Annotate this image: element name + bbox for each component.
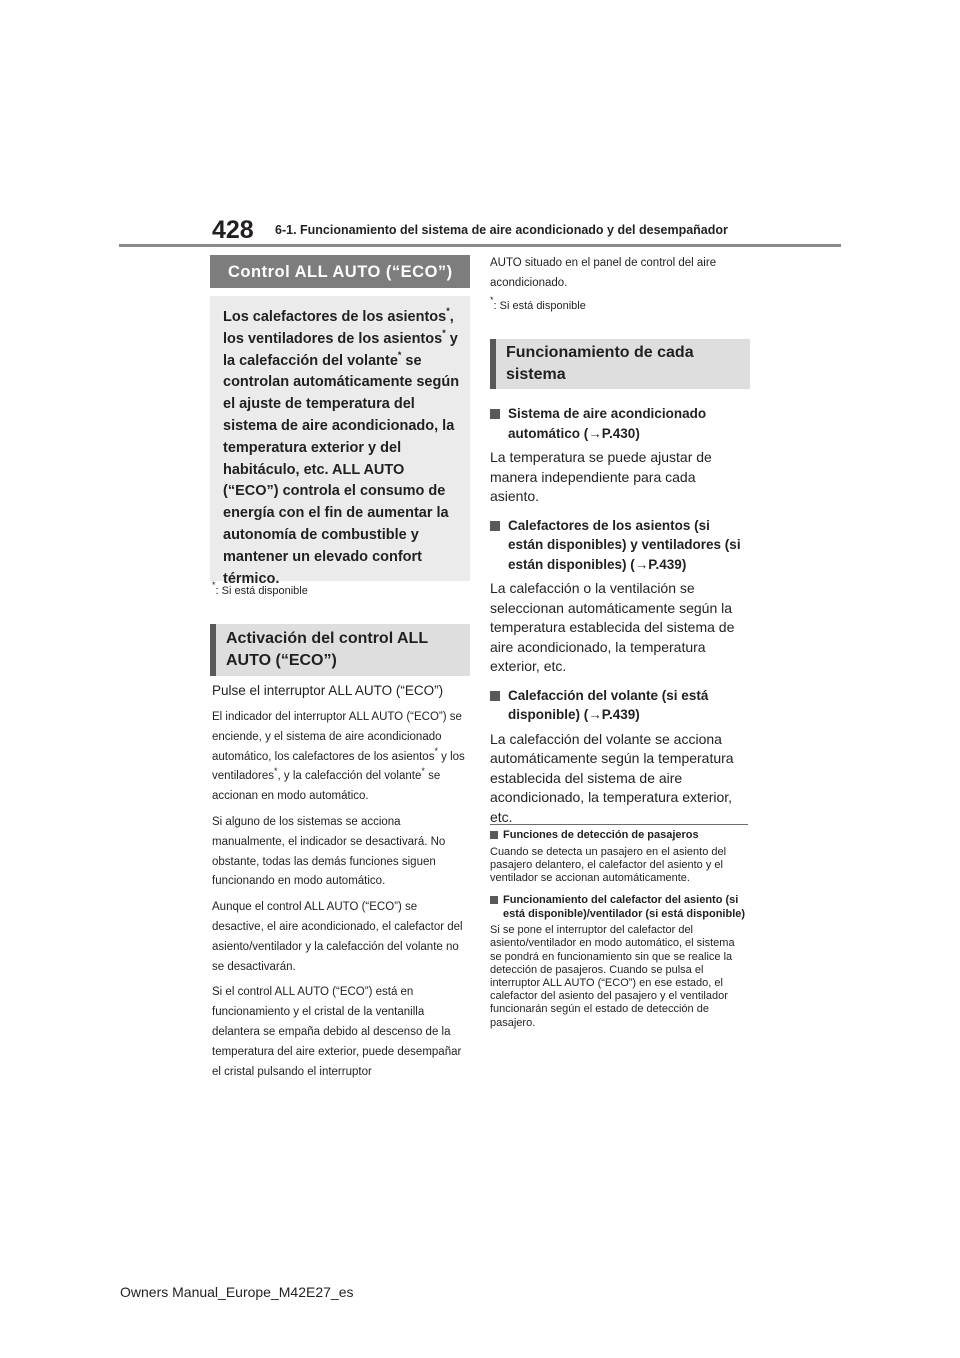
system-heading: Sistema de aire acondicionado automático (→P.430) xyxy=(490,404,748,443)
intro-text: y la calefacción del volante xyxy=(223,330,458,369)
page-reference: P.439 xyxy=(601,707,636,722)
page-reference: P.430 xyxy=(601,425,636,441)
system-heading: Calefactores de los asientos (si están disponibles) y ventiladores (si están disponibles) (→P.439) xyxy=(490,516,748,575)
section-title-activation: Activación del control ALL AUTO (“ECO”) xyxy=(210,624,470,676)
footnote-mark: * xyxy=(442,327,446,338)
bullet-square-icon xyxy=(490,691,500,701)
activation-body xyxy=(212,708,470,1088)
bullet-square-icon xyxy=(490,896,498,904)
continued-text: AUTO situado en el panel de control del aire acondicionado. xyxy=(490,257,717,289)
note-heading: Funcionamiento del calefactor del asiento (si está disponible)/ventilador (si está disponible) xyxy=(490,894,748,921)
bullet-square-icon xyxy=(490,409,500,419)
page-number: 428 xyxy=(212,216,254,244)
chapter-header: 6-1. Funcionamiento del sistema de aire acondicionado y del desempañador xyxy=(275,223,728,237)
footnote-text: : Si está disponible xyxy=(215,585,308,597)
intro-box xyxy=(210,296,470,587)
system-text: La calefacción del volante se acciona automáticamente según la temperatura establecida del sistema de aire acondicionado, la temperatura exterior, etc. xyxy=(490,730,734,825)
footnote xyxy=(212,580,308,598)
section-title-all-auto: Control ALL AUTO (“ECO”) xyxy=(210,255,470,288)
activation-paragraph: El indicador del interruptor ALL AUTO (“ECO”) se enciende, y el sistema de aire acondicionado automático, los calefactores de los asientos* y los ventiladores*, y la calefacción del volante* se accionan en modo automático. xyxy=(212,711,465,803)
footnote-text: : Si está disponible xyxy=(493,299,586,312)
system-heading: Calefacción del volante (si está disponible) (→P.439) xyxy=(490,686,748,725)
notes xyxy=(490,829,748,1039)
intro-text: , los ventiladores de los asientos xyxy=(223,309,454,347)
activation-lead: Pulse el interruptor ALL AUTO (“ECO”) xyxy=(212,683,444,698)
systems-list xyxy=(490,396,748,827)
footnote-mark: * xyxy=(490,294,494,305)
footer-text: Owners Manual_Europe_M42E27_es xyxy=(120,1284,354,1300)
intro-text: Los calefactores de los asientos xyxy=(223,309,447,325)
footnote-mark: * xyxy=(212,580,216,591)
page-reference: P.439 xyxy=(648,556,682,572)
footnote-mark: * xyxy=(446,306,450,317)
footnote xyxy=(490,294,748,313)
system-text: La calefacción o la ventilación se seleccionan automáticamente según la temperatura establecida del sistema de aire acondicionado, la temperatura exterior, etc. xyxy=(490,580,735,674)
footnote-mark: * xyxy=(421,765,425,776)
activation-paragraph: Si alguno de los sistemas se acciona manualmente, el indicador se desactivará. No obstante, todas las demás funciones siguen funcionando en modo automático. xyxy=(212,815,446,888)
section-title-systems: Funcionamiento de cada sistema xyxy=(490,339,750,389)
note-heading: Funciones de detección de pasajeros xyxy=(490,829,748,843)
activation-continued xyxy=(490,254,748,313)
note-text: Si se pone el interruptor del calefactor del asiento/ventilador en modo automático, el sistema se pondrá en funcionamiento sin que se realice la detección de pasajeros. Cuando se pulsa el interruptor ALL AUTO (“ECO”) en ese estado, el calefactor del asiento del pasajero y el ventilador funcionarán según el estado de detección de pasajero. xyxy=(490,924,735,1029)
arrow-icon: → xyxy=(588,425,602,441)
bullet-square-icon xyxy=(490,521,500,531)
activation-paragraph: Aunque el control ALL AUTO (“ECO”) se desactive, el aire acondicionado, el calefactor del asiento/ventilador y la calefacción del volante no se desactivarán. xyxy=(212,901,463,973)
notes-divider xyxy=(490,824,748,825)
activation-paragraph: Si el control ALL AUTO (“ECO”) está en funcionamiento y el cristal de la ventanilla delantera se empaña debido al descenso de la temperatura del aire exterior, puede desempañar el cristal pulsando el interruptor xyxy=(212,986,462,1078)
arrow-icon: → xyxy=(634,556,649,572)
header-rule xyxy=(119,244,841,247)
arrow-icon: → xyxy=(588,707,602,722)
intro-text: se controlan automáticamente según el ajuste de temperatura del sistema de aire acondicionado, la temperatura exterior y del habitáculo, etc. ALL AUTO (“ECO”) controla el consumo de energía con el fin de aumentar la autonomía de combustible y mantener un elevado confort térmico. xyxy=(223,352,460,587)
footnote-mark: * xyxy=(434,745,438,756)
footnote-mark: * xyxy=(397,349,402,360)
bullet-square-icon xyxy=(490,831,498,839)
system-text: La temperatura se puede ajustar de manera independiente para cada asiento. xyxy=(490,449,712,504)
note-text: Cuando se detecta un pasajero en el asiento del pasajero delantero, el calefactor del asiento y el ventilador se accionan automáticamente. xyxy=(490,845,727,884)
footnote-mark: * xyxy=(274,765,278,776)
